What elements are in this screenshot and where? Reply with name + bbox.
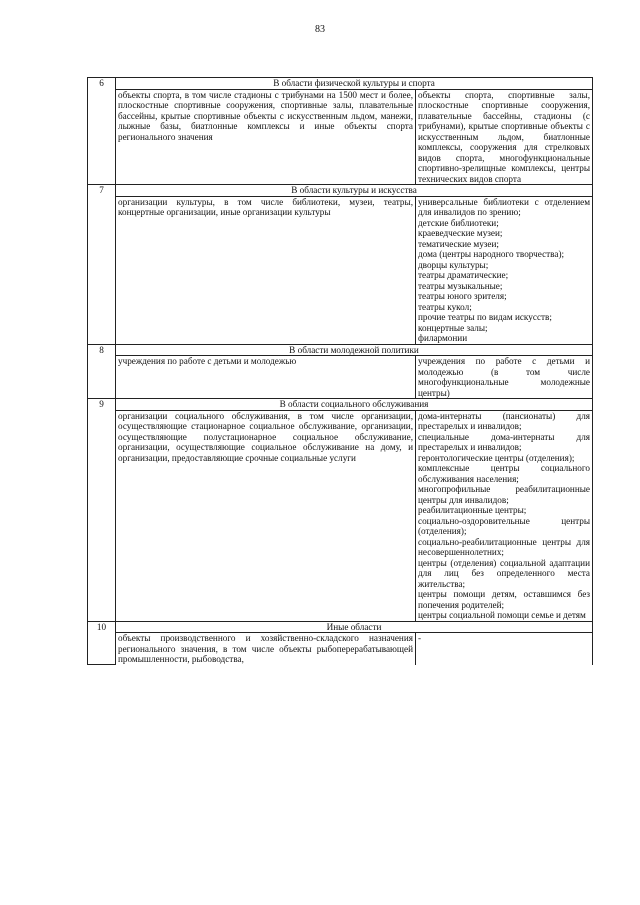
facility-type-item: детские библиотеки;	[418, 217, 499, 228]
section-heading: В области молодежной политики	[116, 344, 593, 356]
section-heading: Иные области	[116, 621, 593, 633]
facility-type-item: прочие театры по видам искусств;	[418, 312, 552, 322]
regional-facilities-cell: организации социального обслуживания, в том числе организации, осуществляющие стационарное социальное обслуживание, организации, осуществляющие полустационарное социальное обслуживание, организации, осуществляющие социальное обслуживание на дому, и организации, предоставляющие срочные социальные услуги	[116, 410, 416, 621]
facility-types-cell	[416, 356, 593, 399]
facility-type-item: -	[418, 633, 422, 643]
facility-type-item: концертные залы;	[418, 322, 488, 333]
facility-type-item: социально-оздоровительные центры (отделения);	[418, 515, 591, 536]
facility-type-item: геронтологические центры (отделения);	[418, 452, 575, 463]
facility-types-cell	[416, 196, 593, 344]
section-heading: В области социального обслуживания	[116, 399, 593, 411]
facilities-table	[87, 77, 593, 665]
section-number: 8	[88, 344, 116, 399]
section-heading-row	[88, 344, 593, 356]
section-number: 7	[88, 185, 116, 345]
facility-types-cell	[416, 633, 593, 665]
section-heading-row	[88, 621, 593, 633]
facility-type-item: центры социальной помощи семье и детям	[418, 610, 586, 620]
facility-type-item: социально-реабилитационные центры для несовершеннолетних;	[418, 536, 591, 557]
facility-type-item: объекты спорта, спортивные залы, плоскостные спортивные сооружения, плавательные бассейны, стадионы (с трибунами), крытые спортивные объекты с искусственным льдом, биатлонные комплексы, сооружения для стрелковых видов спорта, многофункциональные спортивно-зрелищные комплексы, центры технических видов спорта	[418, 89, 591, 184]
section-heading: В области культуры и искусства	[116, 185, 593, 197]
facility-type-item: театры музыкальные;	[418, 280, 503, 291]
facility-type-item: дома-интернаты (пансионаты) для престарелых и инвалидов;	[418, 410, 591, 431]
facility-type-item: дворцы культуры;	[418, 259, 489, 270]
facility-type-item: филармонии	[418, 333, 468, 343]
section-content-row	[88, 196, 593, 344]
facility-type-item: центры помощи детям, оставшимся без попечения родителей;	[418, 589, 591, 610]
regional-facilities-cell: объекты производственного и хозяйственно-складского назначения регионального значения, в том числе объекты рыбоперерабатывающей промышленности, рыбоводства,	[116, 633, 416, 665]
facility-type-item: специальные дома-интернаты для престарелых и инвалидов;	[418, 431, 591, 452]
facility-type-item: многопрофильные реабилитационные центры для инвалидов;	[418, 484, 591, 505]
facility-type-item: универсальные библиотеки с отделением для инвалидов по зрению;	[418, 196, 591, 217]
section-number: 9	[88, 399, 116, 622]
section-content-row	[88, 410, 593, 621]
facility-type-item: комплексные центры социального обслуживания населения;	[418, 463, 591, 484]
section-number: 10	[88, 621, 116, 665]
regional-facilities-cell: учреждения по работе с детьми и молодежью	[116, 356, 416, 399]
section-content-row	[88, 633, 593, 665]
page-number: 83	[315, 24, 325, 35]
section-heading-row	[88, 78, 593, 90]
regional-facilities-cell: организации культуры, в том числе библиотеки, музеи, театры, концертные организации, иные организации культуры	[116, 196, 416, 344]
facility-type-item: реабилитационные центры;	[418, 505, 527, 515]
facility-type-item: центры (отделения) социальной адаптации для лиц без определенного места жительства;	[418, 557, 591, 589]
facility-type-item: краеведческие музеи;	[418, 228, 503, 238]
section-heading-row	[88, 185, 593, 197]
section-content-row	[88, 89, 593, 185]
facility-types-cell	[416, 89, 593, 185]
facility-type-item: театры драматические;	[418, 270, 509, 280]
facility-type-item: тематические музеи;	[418, 238, 499, 249]
facility-type-item: театры кукол;	[418, 301, 472, 312]
regional-facilities-cell: объекты спорта, в том числе стадионы с трибунами на 1500 мест и более, плоскостные спортивные сооружения, спортивные залы, плавательные бассейны, крытые спортивные объекты с искусственным льдом, манежи, лыжные базы, биатлонные комплексы и иные объекты спорта регионального значения	[116, 89, 416, 185]
facility-type-item: театры юного зрителя;	[418, 291, 507, 301]
section-number: 6	[88, 78, 116, 185]
section-heading: В области физической культуры и спорта	[116, 78, 593, 90]
facility-types-cell	[416, 410, 593, 621]
section-heading-row	[88, 399, 593, 411]
section-content-row	[88, 356, 593, 399]
facility-type-item: учреждения по работе с детьми и молодежью (в том числе многофункциональные молодежные центры)	[418, 356, 591, 398]
facility-type-item: дома (центры народного творчества);	[418, 249, 565, 259]
